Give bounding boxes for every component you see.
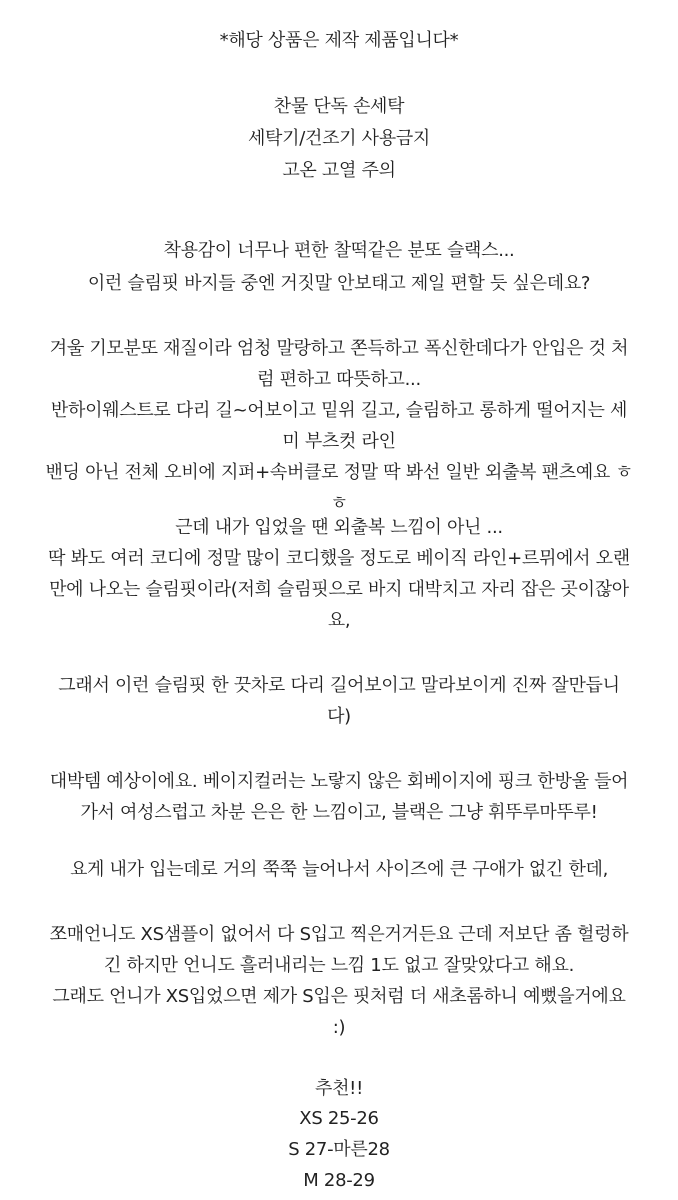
intro-line: 이런 슬림핏 바지들 중엔 거짓말 안보태고 제일 편할 듯 싶은데요? — [87, 273, 591, 294]
body-line: 딱 봐도 여러 코디에 정말 많이 코디했을 정도로 베이직 라인+르뮈에서 오랜 — [48, 548, 630, 569]
body-line: 그래서 이런 슬림핏 한 끗차로 다리 길어보이고 말라보이게 진짜 잘만듭니 — [58, 675, 620, 696]
body-line: ㅎ — [330, 493, 348, 514]
body-line: 럼 편하고 따뜻하고... — [257, 369, 421, 390]
intro-line: 착용감이 너무나 편한 찰떡같은 분또 슬랙스... — [163, 240, 515, 261]
stretch-line: 요게 내가 입는데로 거의 쭉쭉 늘어나서 사이즈에 큰 구애가 없긴 한데, — [69, 859, 609, 880]
care-instruction: 찬물 단독 손세탁 — [273, 96, 405, 117]
body-line: 만에 나오는 슬림핏이라(저희 슬림핏으로 바지 대박치고 자리 잡은 곳이잖아 — [49, 579, 629, 600]
fit-line: 긴 하지만 언니도 흘러내리는 느낌 1도 없고 잘맞았다고 해요. — [103, 955, 575, 976]
body-line: 요, — [327, 610, 351, 631]
size-recommendation: XS 25-26 — [299, 1108, 379, 1129]
body-line: 겨울 기모분또 재질이라 엄청 말랑하고 쫀득하고 폭신한데다가 안입은 것 처 — [49, 338, 629, 359]
care-instruction: 세탁기/건조기 사용금지 — [247, 128, 431, 149]
production-notice: *해당 상품은 제작 제품입니다* — [219, 30, 459, 51]
care-instruction: 고온 고열 주의 — [282, 160, 396, 181]
fit-line: :) — [332, 1017, 346, 1038]
size-recommendation: M 28-29 — [303, 1170, 375, 1191]
body-line: 반하이웨스트로 다리 길~어보이고 밑위 길고, 슬림하고 롱하게 떨어지는 세 — [50, 400, 628, 421]
body-line: 미 부츠컷 라인 — [282, 431, 396, 452]
recommend-title: 추천!! — [314, 1078, 363, 1099]
body-line: 밴딩 아닌 전체 오비에 지퍼+속버클로 정말 딱 봐선 일반 외출복 팬츠예요 ㅎ — [45, 462, 633, 483]
size-recommendation: S 27-마른28 — [288, 1139, 390, 1160]
colors-line: 대박템 예상이에요. 베이지컬러는 노랗지 않은 회베이지에 핑크 한방울 들어 — [49, 771, 629, 792]
body-line: 다) — [327, 706, 351, 727]
body-line: 근데 내가 입었을 땐 외출복 느낌이 아닌 ... — [175, 517, 503, 538]
fit-line: 쪼매언니도 XS샘플이 없어서 다 S입고 찍은거거든요 근데 저보단 좀 헐렁하 — [49, 924, 629, 945]
fit-line: 그래도 언니가 XS입었으면 제가 S입은 핏처럼 더 새초롬하니 예뻤을거에요 — [52, 986, 626, 1007]
colors-line: 가서 여성스럽고 차분 은은 한 느낌이고, 블랙은 그냥 휘뚜루마뚜루! — [80, 802, 598, 823]
